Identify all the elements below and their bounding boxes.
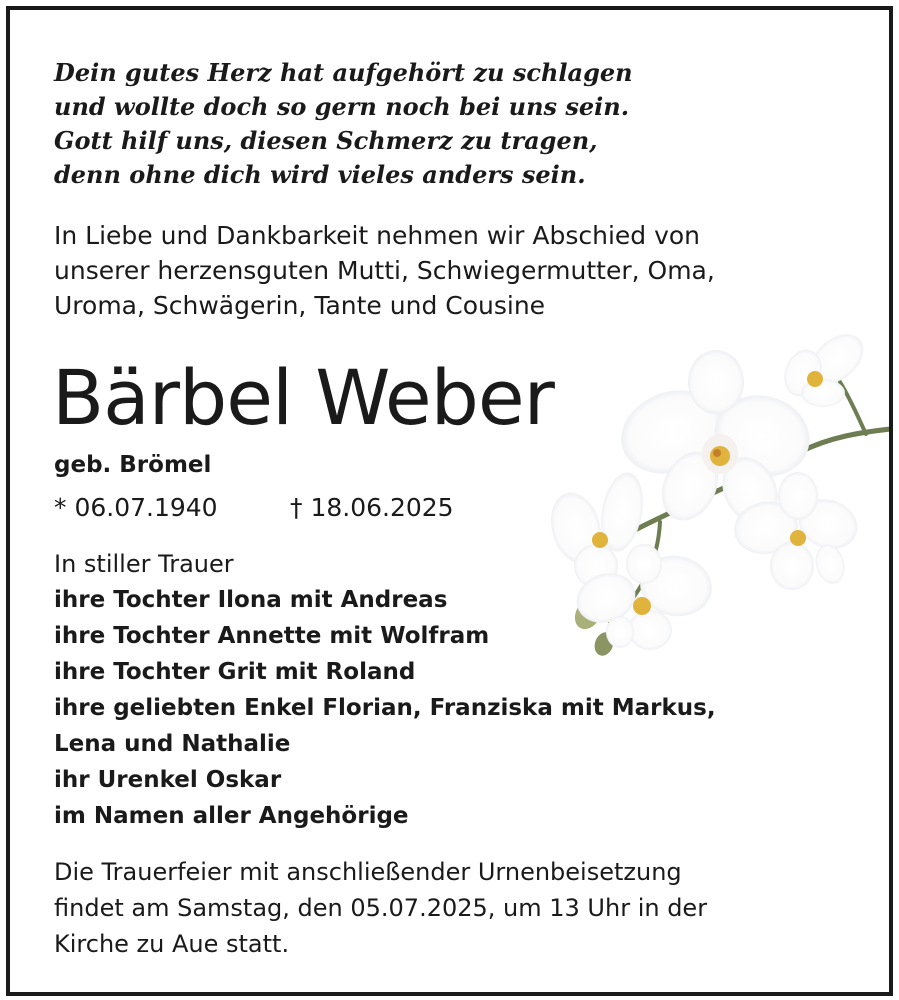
- life-dates: [54, 490, 454, 526]
- farewell-intro: [54, 218, 715, 323]
- poem-line: Gott hilf uns, diesen Schmerz zu tragen,: [54, 126, 598, 155]
- death-date: † 18.06.2025: [290, 493, 454, 522]
- mourners-lead: In stiller Trauer: [54, 550, 234, 578]
- memorial-poem: [54, 56, 633, 192]
- funeral-details: [54, 854, 707, 962]
- mourner-entry: ihre Tochter Grit mit Roland: [54, 659, 416, 685]
- mourner-entry: ihr Urenkel Oskar: [54, 767, 282, 793]
- mourner-entry: Lena und Nathalie: [54, 731, 291, 757]
- mourner-entry: im Namen aller Angehörige: [54, 803, 409, 829]
- ceremony-line: Die Trauerfeier mit anschließender Urnenbeisetzung: [54, 858, 682, 886]
- mourner-entry: ihre Tochter Ilona mit Andreas: [54, 587, 448, 613]
- obituary-frame: [6, 6, 893, 996]
- poem-line: und wollte doch so gern noch bei uns sein.: [54, 92, 630, 121]
- mourner-entry: ihre geliebten Enkel Florian, Franziska mit Markus,: [54, 695, 716, 721]
- ceremony-line: Kirche zu Aue statt.: [54, 930, 290, 958]
- mourners-list: [54, 546, 716, 834]
- birth-date: * 06.07.1940: [54, 493, 218, 522]
- intro-line: Uroma, Schwägerin, Tante und Cousine: [54, 291, 546, 320]
- poem-line: denn ohne dich wird vieles anders sein.: [54, 160, 586, 189]
- mourner-entry: ihre Tochter Annette mit Wolfram: [54, 623, 490, 649]
- intro-line: unserer herzensguten Mutti, Schwiegermutter, Oma,: [54, 256, 715, 285]
- intro-line: In Liebe und Dankbarkeit nehmen wir Abschied von: [54, 221, 701, 250]
- ceremony-line: findet am Samstag, den 05.07.2025, um 13 Uhr in der: [54, 894, 708, 922]
- deceased-name: Bärbel Weber: [52, 353, 554, 442]
- poem-line: Dein gutes Herz hat aufgehört zu schlagen: [54, 58, 633, 87]
- maiden-name: geb. Brömel: [54, 452, 212, 478]
